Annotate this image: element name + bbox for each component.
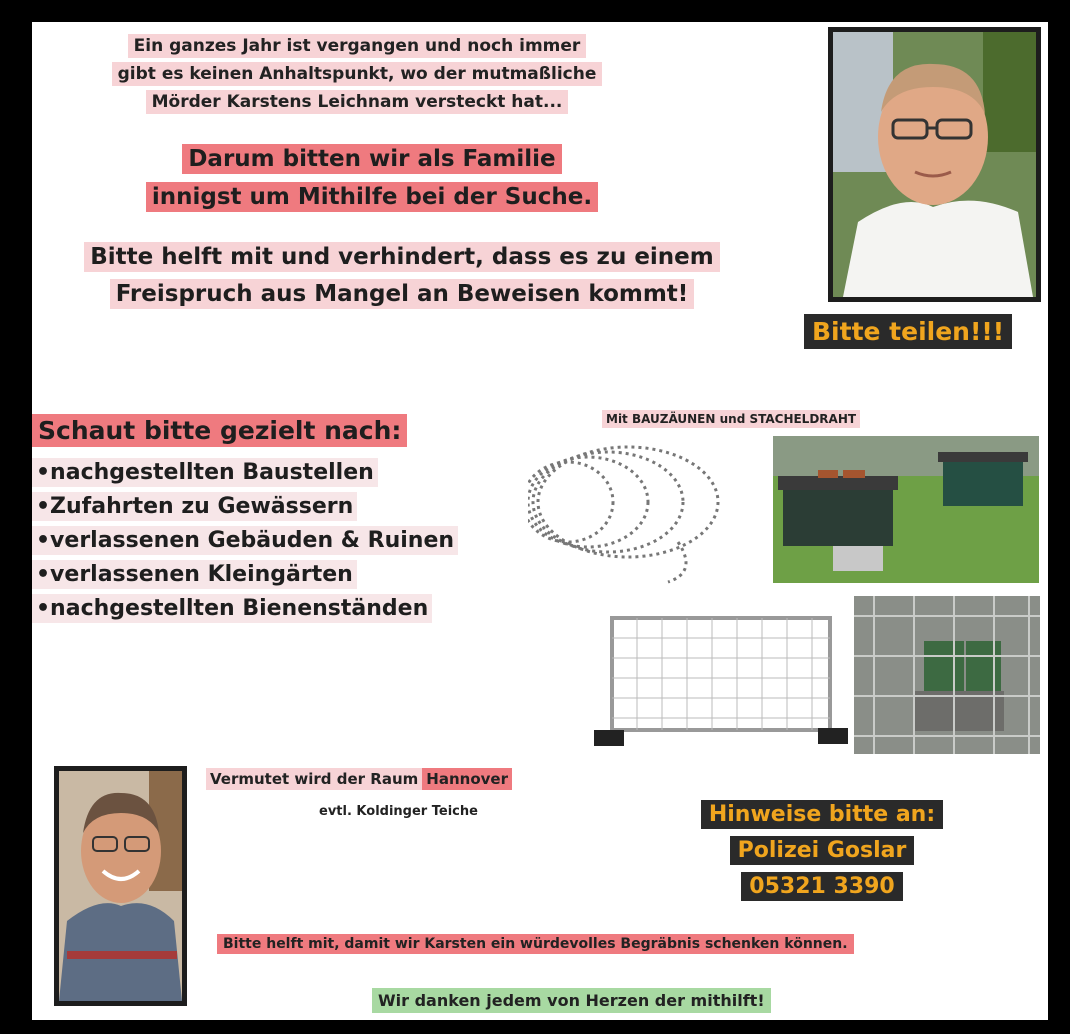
intro-line: Mörder Karstens Leichnam versteckt hat...: [146, 90, 569, 114]
help-line: Freispruch aus Mangel an Beweisen kommt!: [110, 279, 695, 309]
burial-appeal: Bitte helft mit, damit wir Karsten ein würdevolles Begräbnis schenken können.: [217, 934, 854, 954]
help-appeal: [32, 239, 772, 313]
list-item: •nachgestellten Bienenständen: [32, 592, 458, 626]
list-item: •nachgestellten Baustellen: [32, 456, 458, 490]
portrait-image: [833, 32, 1036, 297]
search-list: [32, 456, 458, 626]
suspected-area: [206, 770, 512, 788]
list-item: •verlassenen Gebäuden & Ruinen: [32, 524, 458, 558]
area-sub: evtl. Koldinger Teiche: [319, 804, 478, 819]
appeal-line: innigst um Mithilfe bei der Suche.: [146, 182, 598, 212]
contact-line: Hinweise bitte an:: [701, 800, 943, 829]
construction-fence-image: [592, 610, 852, 750]
intro-line: Ein ganzes Jahr ist vergangen und noch immer: [128, 34, 587, 58]
fenced-beehives-photo: [854, 596, 1040, 754]
area-city: Hannover: [422, 768, 512, 790]
share-label: Bitte teilen!!!: [804, 314, 1012, 349]
family-appeal: [32, 140, 712, 216]
portrait-image: [59, 771, 182, 1001]
intro-text: [32, 32, 682, 116]
search-title: Schaut bitte gezielt nach:: [32, 414, 407, 447]
contact-line: Polizei Goslar: [730, 836, 915, 865]
list-item: •Zufahrten zu Gewässern: [32, 490, 458, 524]
appeal-line: Darum bitten wir als Familie: [182, 144, 561, 174]
contact-phone: 05321 3390: [741, 872, 902, 901]
thanks-note: Wir danken jedem von Herzen der mithilft!: [372, 988, 771, 1013]
area-prefix: Vermutet wird der Raum: [206, 768, 422, 790]
poster: [32, 22, 1048, 1020]
portrait-photo-bottom: [54, 766, 187, 1006]
list-item: •verlassenen Kleingärten: [32, 558, 458, 592]
help-line: Bitte helft mit und verhindert, dass es zu einem: [84, 242, 720, 272]
barbed-wire-image: [528, 432, 728, 587]
contact-box: [672, 797, 972, 905]
portrait-photo-top: [828, 27, 1041, 302]
beehives-photo: [773, 436, 1039, 583]
intro-line: gibt es keinen Anhaltspunkt, wo der mutmaßliche: [112, 62, 603, 86]
fence-caption: Mit BAUZÄUNEN und STACHELDRAHT: [602, 410, 860, 428]
